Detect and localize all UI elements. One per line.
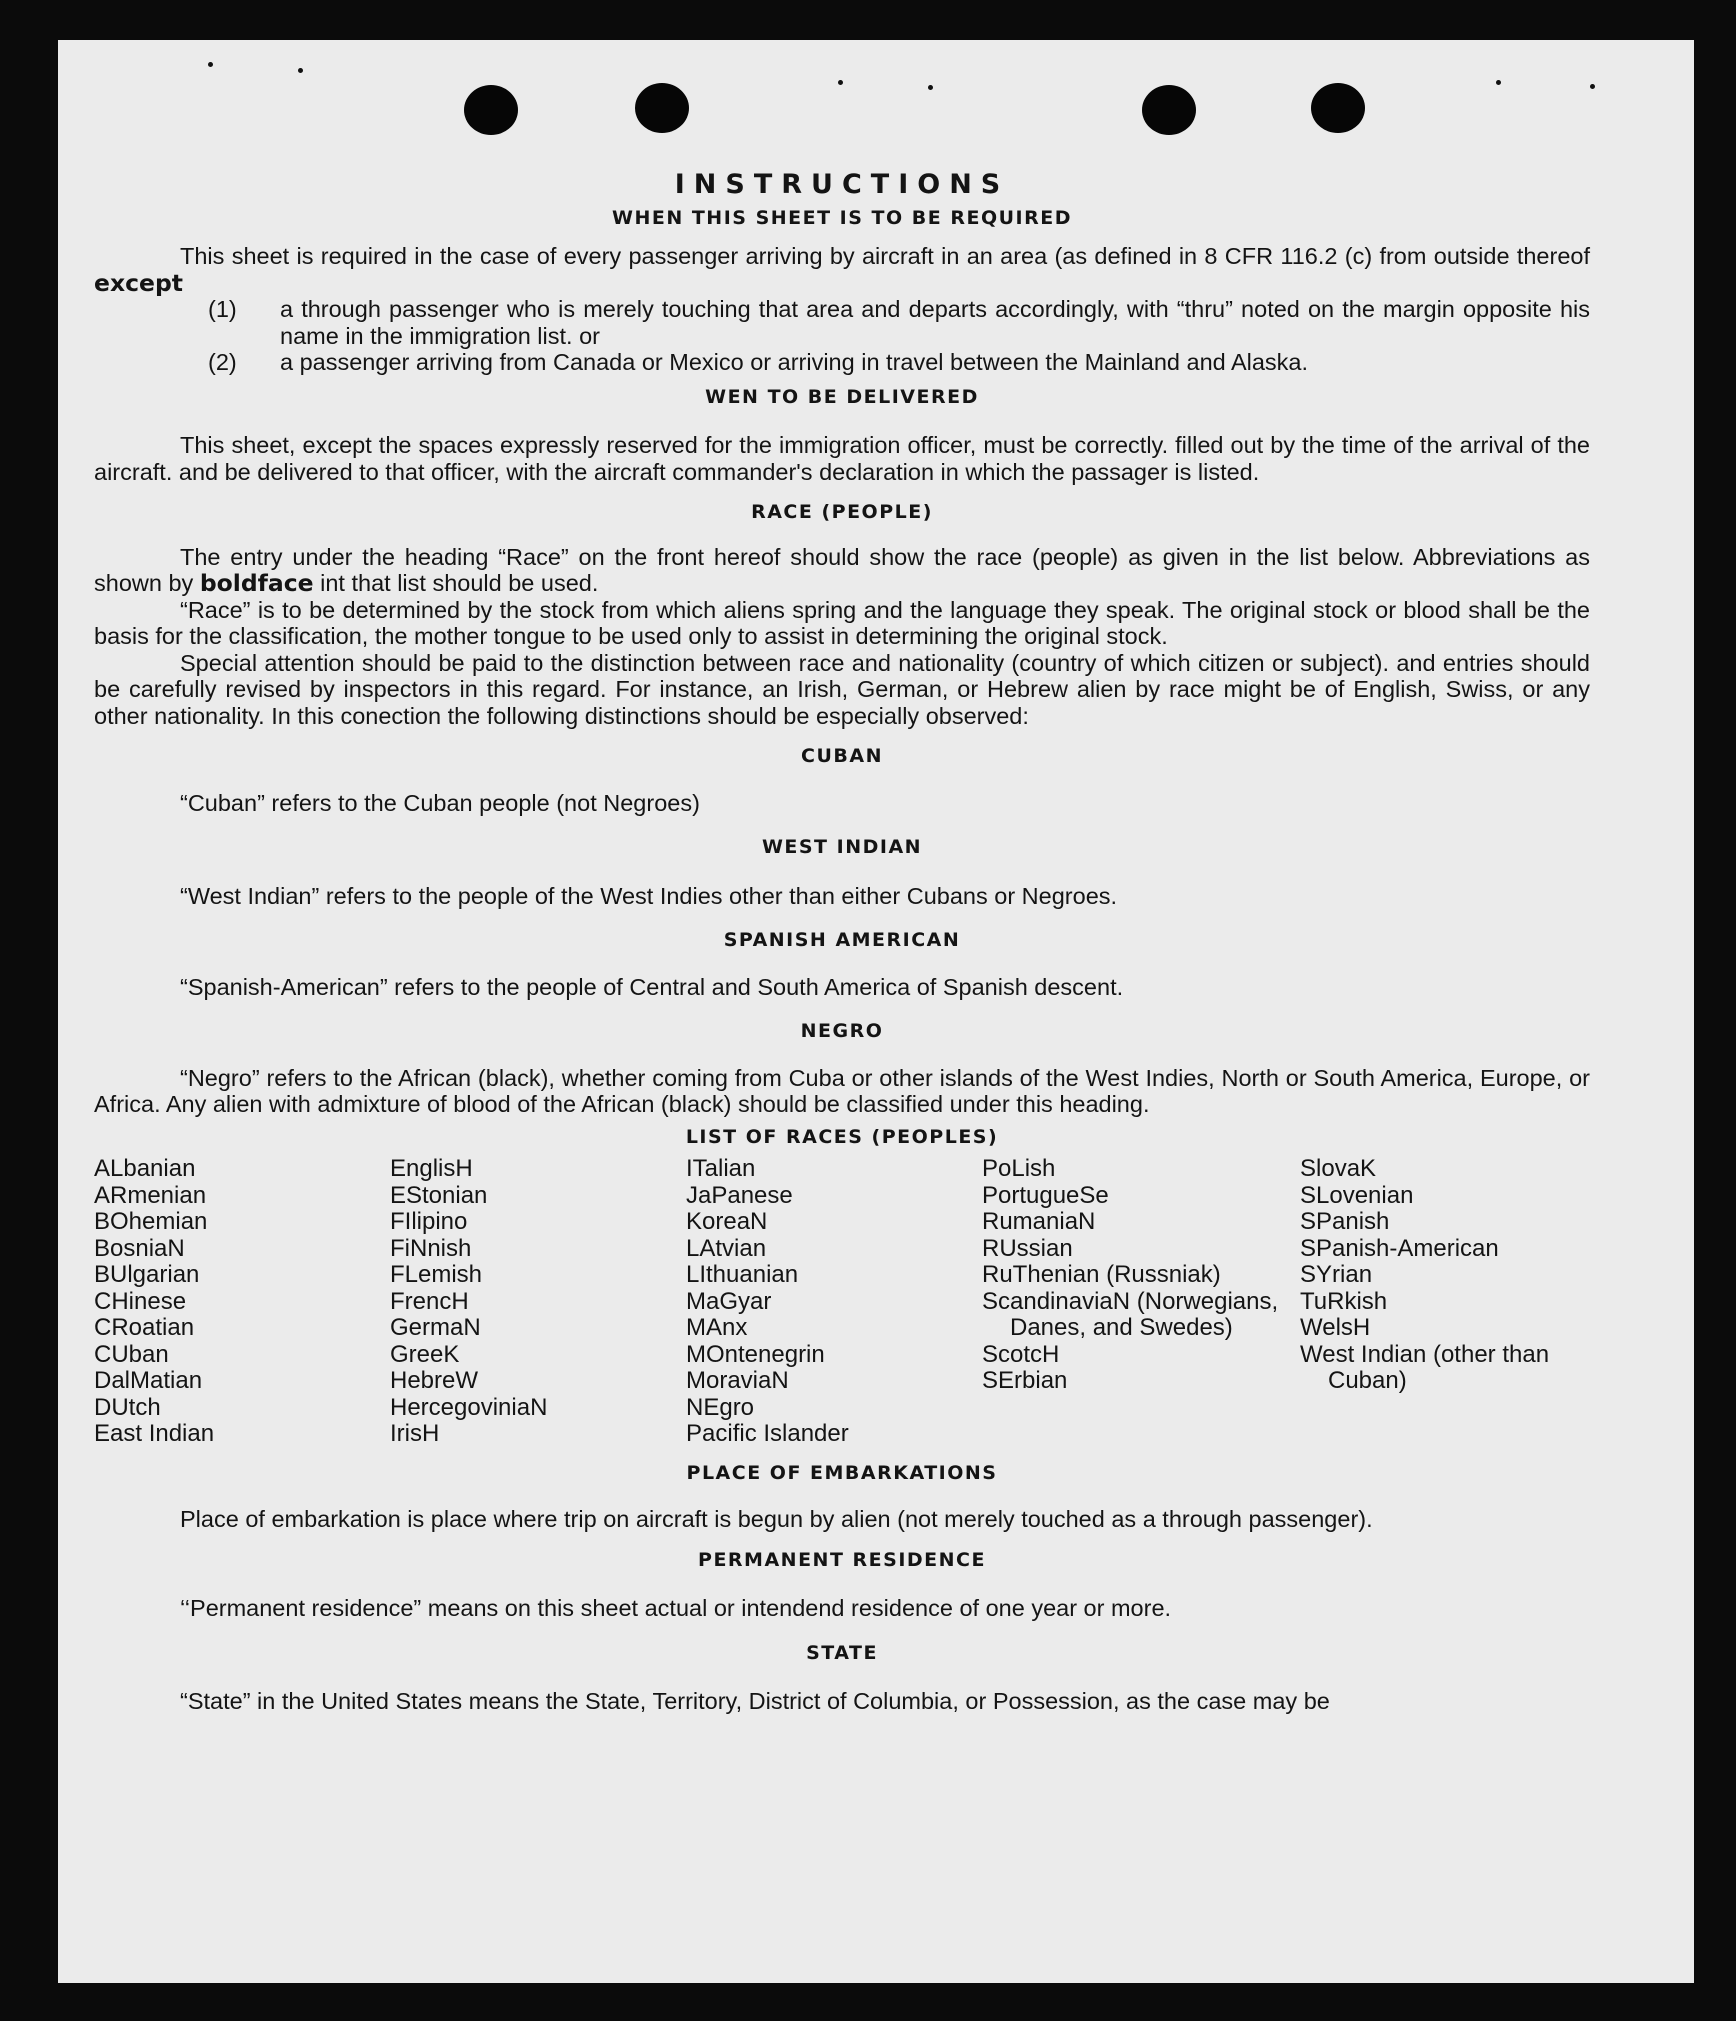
- race-item: PortugueSe: [982, 1181, 1109, 1209]
- race-item: EnglisH: [390, 1155, 473, 1182]
- punch-hole: [1311, 83, 1365, 133]
- paragraph: “Cuban” refers to the Cuban people (not Negroes): [180, 789, 700, 816]
- section-heading: CUBAN: [801, 745, 883, 767]
- race-item: WelsH: [1300, 1314, 1371, 1341]
- document-sheet: [58, 40, 1694, 1983]
- race-item: MaGyar: [686, 1287, 772, 1315]
- punch-hole: [464, 85, 518, 135]
- paragraph: Special attention should be paid to the distinction between race and nationality (country of which citizen or subject). and entries should be carefully revised by inspectors in this regard. For instance, an Irish, German, or Hebrew alien by race might be of English, Swiss, or any other nationality. In this conection the following distinctions should be especially observed:: [94, 649, 1590, 729]
- item-text: a through passenger who is merely touching that area and departs accordingly, with “thru” noted on the margin opposite his name in the immigration list. or: [280, 296, 1590, 349]
- paragraph: [94, 544, 1590, 597]
- item-number: (2): [208, 349, 237, 375]
- race-item: MoraviaN: [686, 1367, 789, 1394]
- paragraph: “Spanish-American” refers to the people of Central and South America of Spanish descent.: [180, 973, 1124, 1000]
- race-item: FLemish: [390, 1261, 483, 1288]
- race-item: LIthuanian: [686, 1261, 799, 1288]
- race-item: ALbanian: [94, 1155, 196, 1182]
- race-item: GreeK: [390, 1340, 460, 1368]
- race-item: RumaniaN: [982, 1208, 1096, 1235]
- race-item: East Indian: [94, 1420, 215, 1447]
- speck: [1496, 80, 1501, 85]
- race-item: HebreW: [390, 1367, 479, 1394]
- speck: [838, 80, 843, 85]
- bold-text: except: [94, 268, 184, 297]
- race-item: SlovaK: [1300, 1155, 1377, 1182]
- section-heading: NEGRO: [800, 1020, 884, 1042]
- race-item: ITalian: [686, 1155, 756, 1182]
- race-item: BOhemian: [94, 1208, 208, 1235]
- page-title: INSTRUCTIONS: [674, 169, 1010, 200]
- speck: [1590, 84, 1595, 89]
- race-item: FrencH: [390, 1287, 469, 1315]
- races-column: [94, 1156, 390, 1448]
- races-column: [1300, 1156, 1590, 1448]
- race-item: West Indian (other than Cuban): [1300, 1340, 1550, 1394]
- speck: [208, 62, 213, 67]
- instructions-content: [94, 169, 1590, 1715]
- text: The entry under the heading “Race” on the front hereof should show the race (people) as given in the list below. Abbreviations as shown by: [94, 543, 1590, 596]
- race-item: ARmenian: [94, 1181, 207, 1209]
- race-item: JaPanese: [686, 1181, 793, 1209]
- race-item: MAnx: [686, 1314, 748, 1341]
- punch-hole: [635, 83, 689, 133]
- race-item: CRoatian: [94, 1314, 195, 1341]
- race-item: GermaN: [390, 1314, 481, 1341]
- race-item: DUtch: [94, 1393, 161, 1421]
- speck: [298, 68, 303, 73]
- paragraph: “Negro” refers to the African (black), whether coming from Cuba or other islands of the West Indies, North or South America, Europe, or Africa. Any alien with admixture of blood of the African (black) should be classified under this heading.: [94, 1064, 1590, 1117]
- race-item: DalMatian: [94, 1367, 203, 1394]
- list-item: [94, 296, 1590, 349]
- paragraph: “Race” is to be determined by the stock from which aliens spring and the language they speak. The original stock or blood shall be the basis for the classification, the mother tongue to be used only to assist in determining the original stock.: [94, 596, 1590, 649]
- section-heading: PLACE OF EMBARKATIONS: [686, 1461, 998, 1484]
- paragraph: This sheet, except the spaces expressly reserved for the immigration officer, must be correctly. filled out by the time of the arrival of the aircraft. and be delivered to that officer, with the aircraft commander's declaration in which the passager is listed.: [94, 432, 1590, 485]
- section-heading: WEN TO BE DELIVERED: [705, 385, 979, 408]
- races-list: [94, 1156, 1590, 1448]
- section-heading: RACE (PEOPLE): [751, 501, 933, 523]
- section-heading: LIST OF RACES (PEOPLES): [685, 1125, 999, 1148]
- section-heading: WHEN THIS SHEET IS TO BE REQUIRED: [611, 206, 1072, 229]
- race-item: KoreaN: [686, 1208, 768, 1235]
- paragraph: ‘‘Permanent residence” means on this sheet actual or intendend residence of one year or more.: [180, 1595, 1172, 1621]
- race-item: PoLish: [982, 1155, 1056, 1182]
- bold-text: boldface: [199, 569, 314, 597]
- race-item: Pacific Islander: [686, 1420, 849, 1447]
- race-item: TuRkish: [1300, 1287, 1388, 1315]
- list-item: [94, 349, 1590, 376]
- race-item: ScotcH: [982, 1340, 1060, 1368]
- races-column: [390, 1156, 686, 1448]
- text: This sheet is required in the case of every passenger arriving by aircraft in an area (as defined in 8 CFR 116.2 (c) from outside thereof: [180, 243, 1590, 269]
- race-item: IrisH: [390, 1420, 440, 1447]
- race-item: EStonian: [390, 1181, 488, 1209]
- paragraph: “West Indian” refers to the people of the West Indies other than either Cubans or Negroes.: [180, 882, 1118, 909]
- item-text: a passenger arriving from Canada or Mexico or arriving in travel between the Mainland and Alaska.: [280, 349, 1309, 375]
- item-number: (1): [208, 296, 237, 322]
- race-item: SErbian: [982, 1367, 1068, 1394]
- paragraph: Place of embarkation is place where trip on aircraft is begun by alien (not merely touched as a through passenger).: [180, 1506, 1373, 1532]
- paragraph: [94, 243, 1590, 296]
- punch-hole: [1142, 85, 1196, 135]
- race-item: SYrian: [1300, 1261, 1373, 1288]
- section-heading: WEST INDIAN: [761, 836, 923, 858]
- speck: [928, 85, 933, 90]
- races-column: [686, 1156, 982, 1448]
- section-heading: SPANISH AMERICAN: [723, 929, 961, 951]
- race-item: SLovenian: [1300, 1181, 1414, 1209]
- race-item: MOntenegrin: [686, 1340, 825, 1368]
- race-item: CUban: [94, 1340, 169, 1368]
- race-item: SPanish-American: [1300, 1234, 1499, 1262]
- race-item: HercegoviniaN: [390, 1393, 548, 1421]
- race-item: ScandinaviaN (Norwegians, Danes, and Swedes): [982, 1287, 1279, 1341]
- section-heading: PERMANENT RESIDENCE: [698, 1548, 986, 1571]
- race-item: FIlipino: [390, 1208, 468, 1235]
- race-item: FiNnish: [390, 1234, 472, 1262]
- race-item: BUlgarian: [94, 1261, 200, 1288]
- race-item: SPanish: [1300, 1208, 1390, 1235]
- section-heading: STATE: [806, 1641, 878, 1664]
- race-item: RUssian: [982, 1234, 1073, 1262]
- race-item: RuThenian (Russniak): [982, 1261, 1221, 1288]
- race-item: BosniaN: [94, 1234, 185, 1262]
- race-item: NEgro: [686, 1393, 755, 1421]
- text: int that list should be used.: [313, 570, 599, 596]
- race-item: LAtvian: [686, 1234, 767, 1262]
- races-column: [982, 1156, 1300, 1448]
- paragraph: “State” in the United States means the State, Territory, District of Columbia, or Possession, as the case may be: [180, 1688, 1330, 1714]
- race-item: CHinese: [94, 1287, 187, 1315]
